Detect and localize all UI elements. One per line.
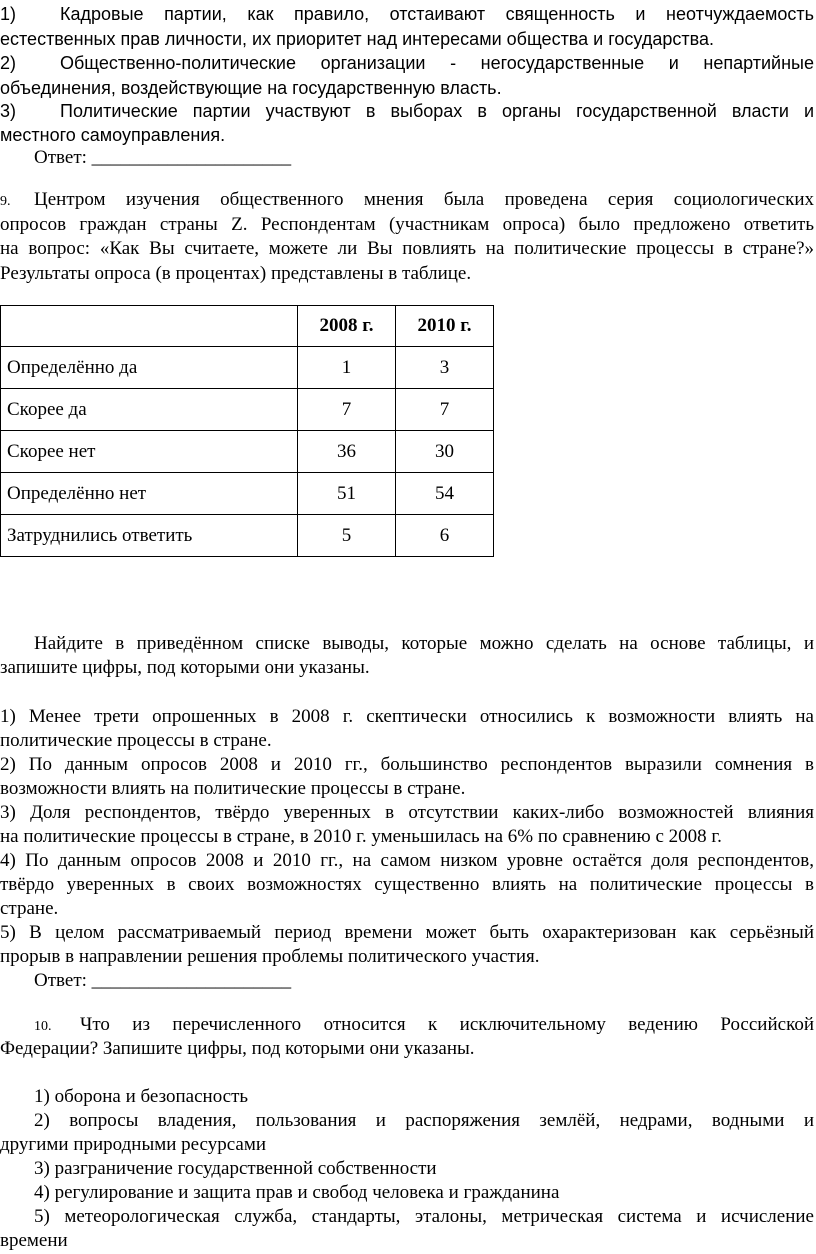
q9-option-line: политические процессы в стране. bbox=[0, 730, 272, 751]
q9-option-line: возможности влиять на политические процессы в стране. bbox=[0, 778, 466, 799]
cell-2008: 51 bbox=[298, 473, 396, 515]
row-label: Скорее да bbox=[1, 389, 298, 431]
answer-line-1: Ответ: _____________________ bbox=[34, 147, 292, 168]
cell-2010: 54 bbox=[396, 473, 494, 515]
row-label: Скорее нет bbox=[1, 431, 298, 473]
table-header-empty bbox=[1, 306, 298, 347]
q10-option-line: другими природными ресурсами bbox=[0, 1134, 267, 1155]
q9-option-line: твёрдо уверенных в своих возможностях существенно влиять на политические процессы в bbox=[0, 874, 814, 895]
q10-intro-line1: 10. Что из перечисленного относится к исключительному ведению Российской bbox=[34, 1013, 814, 1039]
table-row bbox=[1, 347, 494, 389]
cell-2010: 30 bbox=[396, 431, 494, 473]
table-row bbox=[1, 389, 494, 431]
party-item-2-number: 2) bbox=[0, 53, 17, 73]
party-item-1-line2: естественных прав личности, их приоритет над интересами общества и государства. bbox=[0, 29, 714, 49]
cell-2008: 1 bbox=[298, 347, 396, 389]
q10-option-line: 2) вопросы владения, пользования и распоряжения землёй, недрами, водными и bbox=[34, 1110, 814, 1131]
cell-2008: 7 bbox=[298, 389, 396, 431]
table-header-row bbox=[1, 306, 494, 347]
q9-intro-line2: опросов граждан страны Z. Респондентам (участникам опроса) было предложено ответить bbox=[0, 214, 814, 235]
party-item-2-line1: 2) Общественно-политические организации - негосударственные и непартийные bbox=[0, 53, 814, 73]
q9-intro-line4: Результаты опроса (в процентах) представлены в таблице. bbox=[0, 263, 472, 284]
table-row bbox=[1, 515, 494, 557]
q10-intro-line2: Федерации? Запишите цифры, под которыми они указаны. bbox=[0, 1038, 475, 1059]
q10-option-line: времени bbox=[0, 1230, 68, 1251]
q9-option-line: прорыв в направлении решения проблемы политического участия. bbox=[0, 946, 540, 967]
q9-option-line: стране. bbox=[0, 898, 59, 919]
row-label: Затруднились ответить bbox=[1, 515, 298, 557]
q9-option-line: 5) В целом рассматриваемый период времени может быть охарактеризован как серьёзный bbox=[0, 922, 814, 943]
party-item-3-line2: местного самоуправления. bbox=[0, 125, 226, 145]
q9-option-line: 4) По данным опросов 2008 и 2010 гг., на самом низком уровне остаётся доля респондентов, bbox=[0, 850, 814, 871]
party-item-1-number: 1) bbox=[0, 4, 17, 24]
q9-intro-line1: 9. Центром изучения общественного мнения была проведена серия социологических bbox=[0, 188, 814, 214]
cell-2010: 3 bbox=[396, 347, 494, 389]
party-item-1-line1: 1) Кадровые партии, как правило, отстаивают священность и неотчуждаемость bbox=[0, 4, 814, 24]
q10-number: 10. bbox=[34, 1019, 52, 1034]
cell-2010: 7 bbox=[396, 389, 494, 431]
answer-line-2: Ответ: _____________________ bbox=[34, 970, 292, 991]
party-item-3-number: 3) bbox=[0, 101, 17, 121]
q9-option-line: 1) Менее трети опрошенных в 2008 г. скептически относились к возможности влиять на bbox=[0, 706, 814, 727]
party-item-2-line2: объединения, воздействующие на государственную власть. bbox=[0, 78, 502, 98]
cell-2008: 36 bbox=[298, 431, 396, 473]
q10-option-line: 3) разграничение государственной собственности bbox=[34, 1158, 437, 1179]
q9-option-line: 2) По данным опросов 2008 и 2010 гг., большинство респондентов выразили сомнения в bbox=[0, 754, 814, 775]
survey-table bbox=[0, 305, 494, 557]
q10-option-line: 1) оборона и безопасность bbox=[34, 1086, 249, 1107]
party-item-3-line1: 3) Политические партии участвуют в выборах в органы государственной власти и bbox=[0, 101, 814, 121]
q9-task-line1: Найдите в приведённом списке выводы, которые можно сделать на основе таблицы, и bbox=[34, 633, 814, 654]
q9-option-line: 3) Доля респондентов, твёрдо уверенных в отсутствии каких-либо возможностей влияния bbox=[0, 802, 814, 823]
table-row bbox=[1, 431, 494, 473]
cell-2010: 6 bbox=[396, 515, 494, 557]
q9-intro-line3: на вопрос: «Как Вы считаете, можете ли Вы повлиять на политические процессы в стране?» bbox=[0, 238, 814, 259]
q9-option-line: на политические процессы в стране, в 2010 г. уменьшилась на 6% по сравнению с 2008 г. bbox=[0, 826, 722, 847]
table-header-2008: 2008 г. bbox=[298, 306, 396, 347]
table-header-2010: 2010 г. bbox=[396, 306, 494, 347]
q10-option-line: 4) регулирование и защита прав и свобод человека и гражданина bbox=[34, 1182, 560, 1203]
q10-option-line: 5) метеорологическая служба, стандарты, эталоны, метрическая система и исчисление bbox=[34, 1206, 814, 1227]
q9-number: 9. bbox=[0, 194, 11, 209]
table-row bbox=[1, 473, 494, 515]
q9-task-line2: запишите цифры, под которыми они указаны. bbox=[0, 657, 370, 678]
row-label: Определённо да bbox=[1, 347, 298, 389]
row-label: Определённо нет bbox=[1, 473, 298, 515]
cell-2008: 5 bbox=[298, 515, 396, 557]
